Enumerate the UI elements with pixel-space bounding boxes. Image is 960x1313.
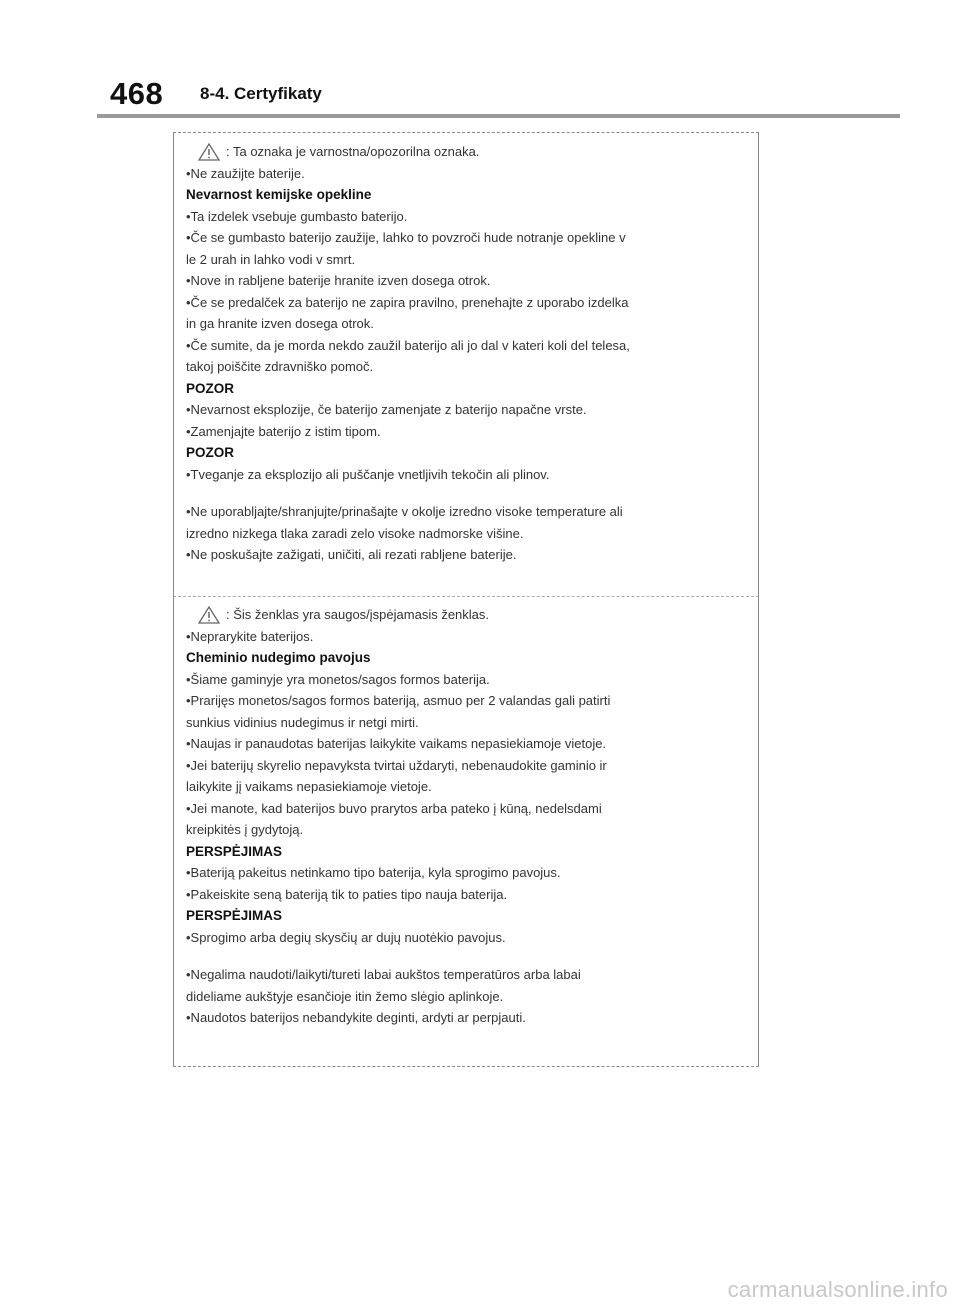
text-line: le 2 urah in lahko vodi v smrt. [186,251,356,267]
warning-triangle-icon [198,143,220,161]
warning-triangle-icon [198,606,220,624]
page-header [0,0,960,120]
text-line: •Ne poskušajte zažigati, uničiti, ali rezati rabljene baterije. [186,547,517,562]
warning-symbol-line [186,604,748,626]
text-line: •Negalima naudoti/laikyti/tureti labai aukštos temperatūros arba labai [186,967,581,982]
text-line: •Jei manote, kad baterijos buvo prarytos arba pateko į kūną, nedelsdami [186,800,602,816]
section-title: 8-4. Certyfikaty [200,84,322,103]
text-line: •Sprogimo arba degių skysčių ar dujų nuotėkio pavojus. [186,929,506,945]
text-line: •Nevarnost eksplozije, če baterijo zamenjate z baterijo napačne vrste. [186,402,587,417]
watermark: carmanualsonline.info [727,1277,948,1302]
text-line: laikykite jį vaikams nepasiekiamoje vietoje. [186,779,432,794]
text-line: •Nove in rabljene baterije hranite izven dosega otrok. [186,273,491,288]
text-line: •Tveganje za eksplozijo ali puščanje vnetljivih tekočin ali plinov. [186,466,550,482]
warning-symbol-line [186,141,748,163]
page-number: 468 [110,76,164,111]
text-line: •Neprarykite baterijos. [186,628,314,644]
text-line: sunkius vidinius nudegimus ir netgi mirti. [186,714,419,730]
text-line: •Če sumite, da je morda nekdo zaužil baterijo ali jo dal v kateri koli del telesa, [186,337,630,353]
text-line: •Če se predalček za baterijo ne zapira pravilno, prenehajte z uporabo izdelka [186,294,629,310]
lithuanian-warning-box [173,596,759,1067]
text-line: takoj poiščite zdravniško pomoč. [186,359,374,374]
text-line: •Jei baterijų skyrelio nepavyksta tvirtai uždaryti, nebenaudokite gaminio ir [186,757,607,773]
section-heading: POZOR [186,445,235,460]
section-heading: Nevarnost kemijske opekline [186,187,372,202]
text-line: •Bateriją pakeitus netinkamo tipo baterija, kyla sprogimo pavojus. [186,865,561,880]
section-heading: POZOR [186,380,235,396]
text-line: dideliame aukštyje esančioje itin žemo slėgio aplinkoje. [186,988,504,1004]
slovenian-warning-box [173,132,759,596]
paragraph-gap [186,485,748,501]
warning-symbol-text: : Ta oznaka je varnostna/opozorilna oznaka. [226,144,480,159]
text-line: •Ne uporabljajte/shranjujte/prinašajte v okolje izredno visoke temperature ali [186,504,623,519]
text-line: izredno nizkega tlaka zaradi zelo visoke nadmorske višine. [186,525,524,541]
text-line: kreipkitės į gydytoją. [186,822,304,837]
text-line: •Naujas ir panaudotas baterijas laikykite vaikams nepasiekiamoje vietoje. [186,736,607,751]
text-line: •Šiame gaminyje yra monetos/sagos formos baterija. [186,671,490,687]
paragraph-gap [186,948,748,964]
text-line: •Naudotos baterijos nebandykite deginti, ardyti ar perpjauti. [186,1010,526,1025]
header-rule [97,114,900,118]
section-heading: PERSPĖJIMAS [186,843,283,859]
text-line: •Pakeiskite seną bateriją tik to paties tipo nauja baterija. [186,886,508,902]
section-heading: Cheminio nudegimo pavojus [186,650,371,665]
warning-symbol-text: : Šis ženklas yra saugos/įspėjamasis ženklas. [226,607,490,622]
text-line: •Če se gumbasto baterijo zaužije, lahko to povzroči hude notranje opekline v [186,230,626,245]
text-line: •Prarijęs monetos/sagos formos bateriją, asmuo per 2 valandas gali patirti [186,693,611,708]
text-line: •Zamenjajte baterijo z istim tipom. [186,423,381,439]
text-line: in ga hranite izven dosega otrok. [186,316,374,331]
text-line: •Ta izdelek vsebuje gumbasto baterijo. [186,208,408,224]
section-heading: PERSPĖJIMAS [186,908,283,923]
text-line: •Ne zaužijte baterije. [186,165,305,181]
